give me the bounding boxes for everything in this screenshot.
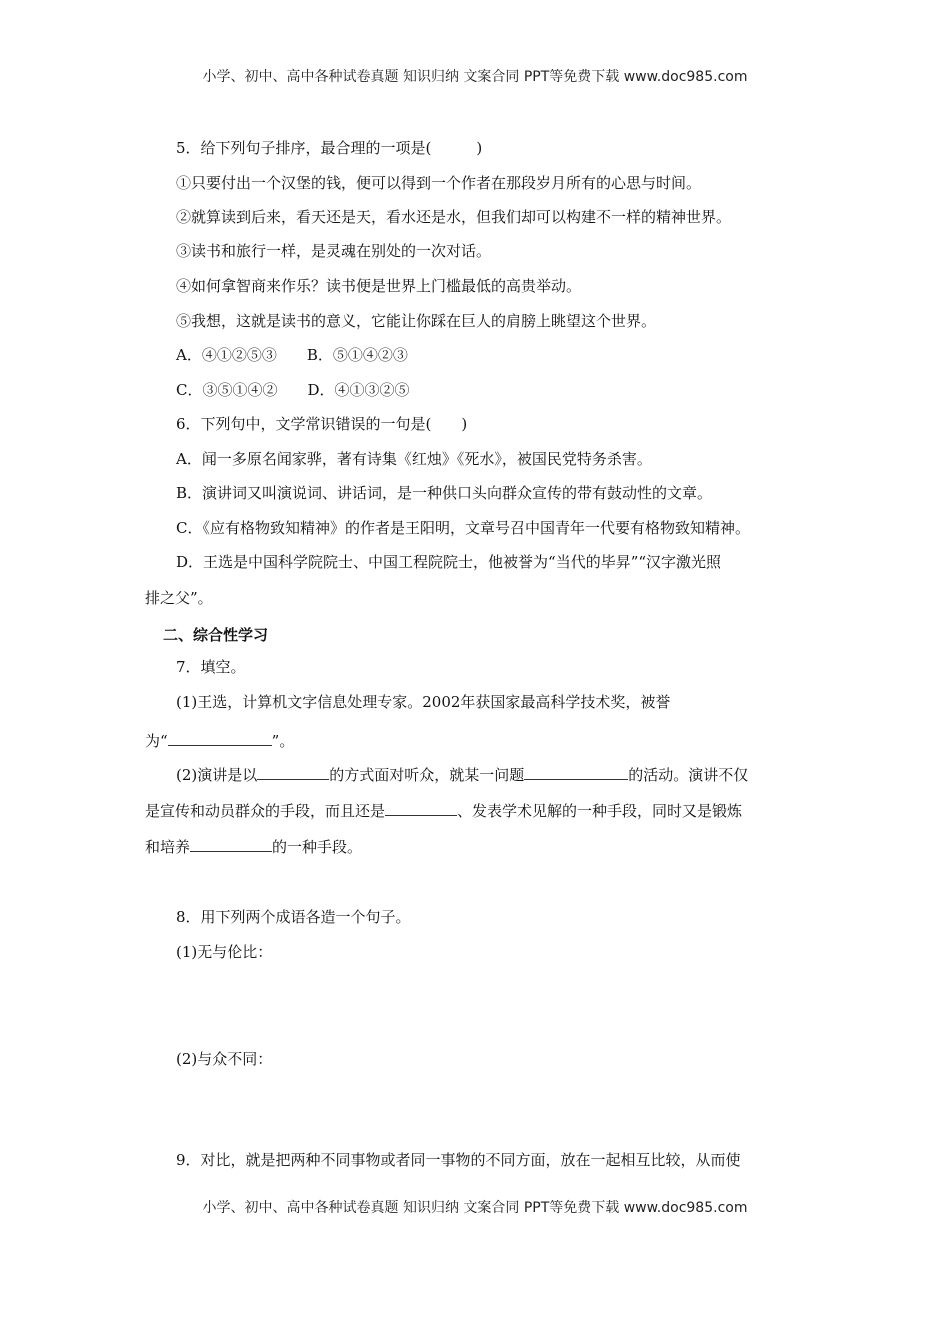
fill-blank[interactable] [168,731,272,746]
q6-stem: 6．下列句中，文学常识错误的一句是( ) [176,415,468,433]
q7-part1-line1: (1)王选，计算机文字信息处理专家。2002年获国家最高科学技术奖，被誉 [176,693,671,711]
q6-option-a: A．闻一多原名闻家骅，著有诗集《红烛》《死水》，被国民党特务杀害。 [176,450,652,468]
q5-options-ab: A．④①②⑤③ B．⑤①④②③ [176,346,408,364]
page-footer: 小学、初中、高中各种试卷真题 知识归纳 文案合同 PPT等免费下载 www.doc985.com [202,1200,748,1216]
page-header: 小学、初中、高中各种试卷真题 知识归纳 文案合同 PPT等免费下载 www.doc985.com [202,69,748,85]
q7-part2-line1 [176,765,748,785]
q7-part2-text-e: 、发表学术见解的一种手段，同时又是锻炼 [457,802,743,820]
q6-option-d-line2: 排之父”。 [145,589,213,607]
q8-stem: 8．用下列两个成语各造一个句子。 [176,908,411,926]
q7-part2-text-g: 的一种手段。 [272,838,363,856]
fill-blank[interactable] [257,765,329,780]
q6-option-b: B．演讲词又叫演说词、讲话词，是一种供口头向群众宣传的带有鼓动性的文章。 [176,484,713,502]
q7-part1-line2 [145,731,294,751]
q9-stem: 9．对比，就是把两种不同事物或者同一事物的不同方面，放在一起相互比较，从而使 [176,1151,741,1169]
fill-blank[interactable] [190,837,272,852]
q5-stem: 5．给下列句子排序，最合理的一项是( ) [176,139,483,157]
q8-part1: (1)无与伦比： [176,943,273,961]
q5-sentence-1: ①只要付出一个汉堡的钱，便可以得到一个作者在那段岁月所有的心思与时间。 [176,174,702,192]
q7-part1-text-b: ”。 [271,732,295,750]
q7-part2-text-b: 的方式面对听众，就某一问题 [329,766,525,784]
q7-part2-text-d: 是宣传和动员群众的手段，而且还是 [145,802,386,820]
q5-sentence-5: ⑤我想，这就是读书的意义，它能让你踩在巨人的肩膀上眺望这个世界。 [176,312,657,330]
section-title: 二、综合性学习 [163,626,269,644]
q7-stem: 7．填空。 [176,658,246,676]
q5-sentence-3: ③读书和旅行一样，是灵魂在别处的一次对话。 [176,242,492,260]
q6-option-d-line1: D．王选是中国科学院院士、中国工程院院士，他被誉为“当代的毕昇”“汉字激光照 [176,553,722,571]
fill-blank[interactable] [524,765,628,780]
q7-part2-line3 [145,837,362,857]
q7-part2-text-c: 的活动。演讲不仅 [628,766,749,784]
q5-options-cd: C．③⑤①④② D．④①③②⑤ [176,381,410,399]
fill-blank[interactable] [385,801,457,816]
q7-part2-text-f: 和培养 [145,838,191,856]
q6-option-c: C．《应有格物致知精神》的作者是王阳明，文章号召中国青年一代要有格物致知精神。 [176,519,750,537]
q7-part2-line2 [145,801,742,821]
q5-sentence-2: ②就算读到后来，看天还是天，看水还是水，但我们却可以构建不一样的精神世界。 [176,208,732,226]
q7-part1-text-a: 为“ [145,732,168,750]
q7-part2-text-a: (2)演讲是以 [176,766,258,784]
q8-part2: (2)与众不同： [176,1050,273,1068]
q5-sentence-4: ④如何拿智商来作乐？读书便是世界上门槛最低的高贵举动。 [176,277,582,295]
